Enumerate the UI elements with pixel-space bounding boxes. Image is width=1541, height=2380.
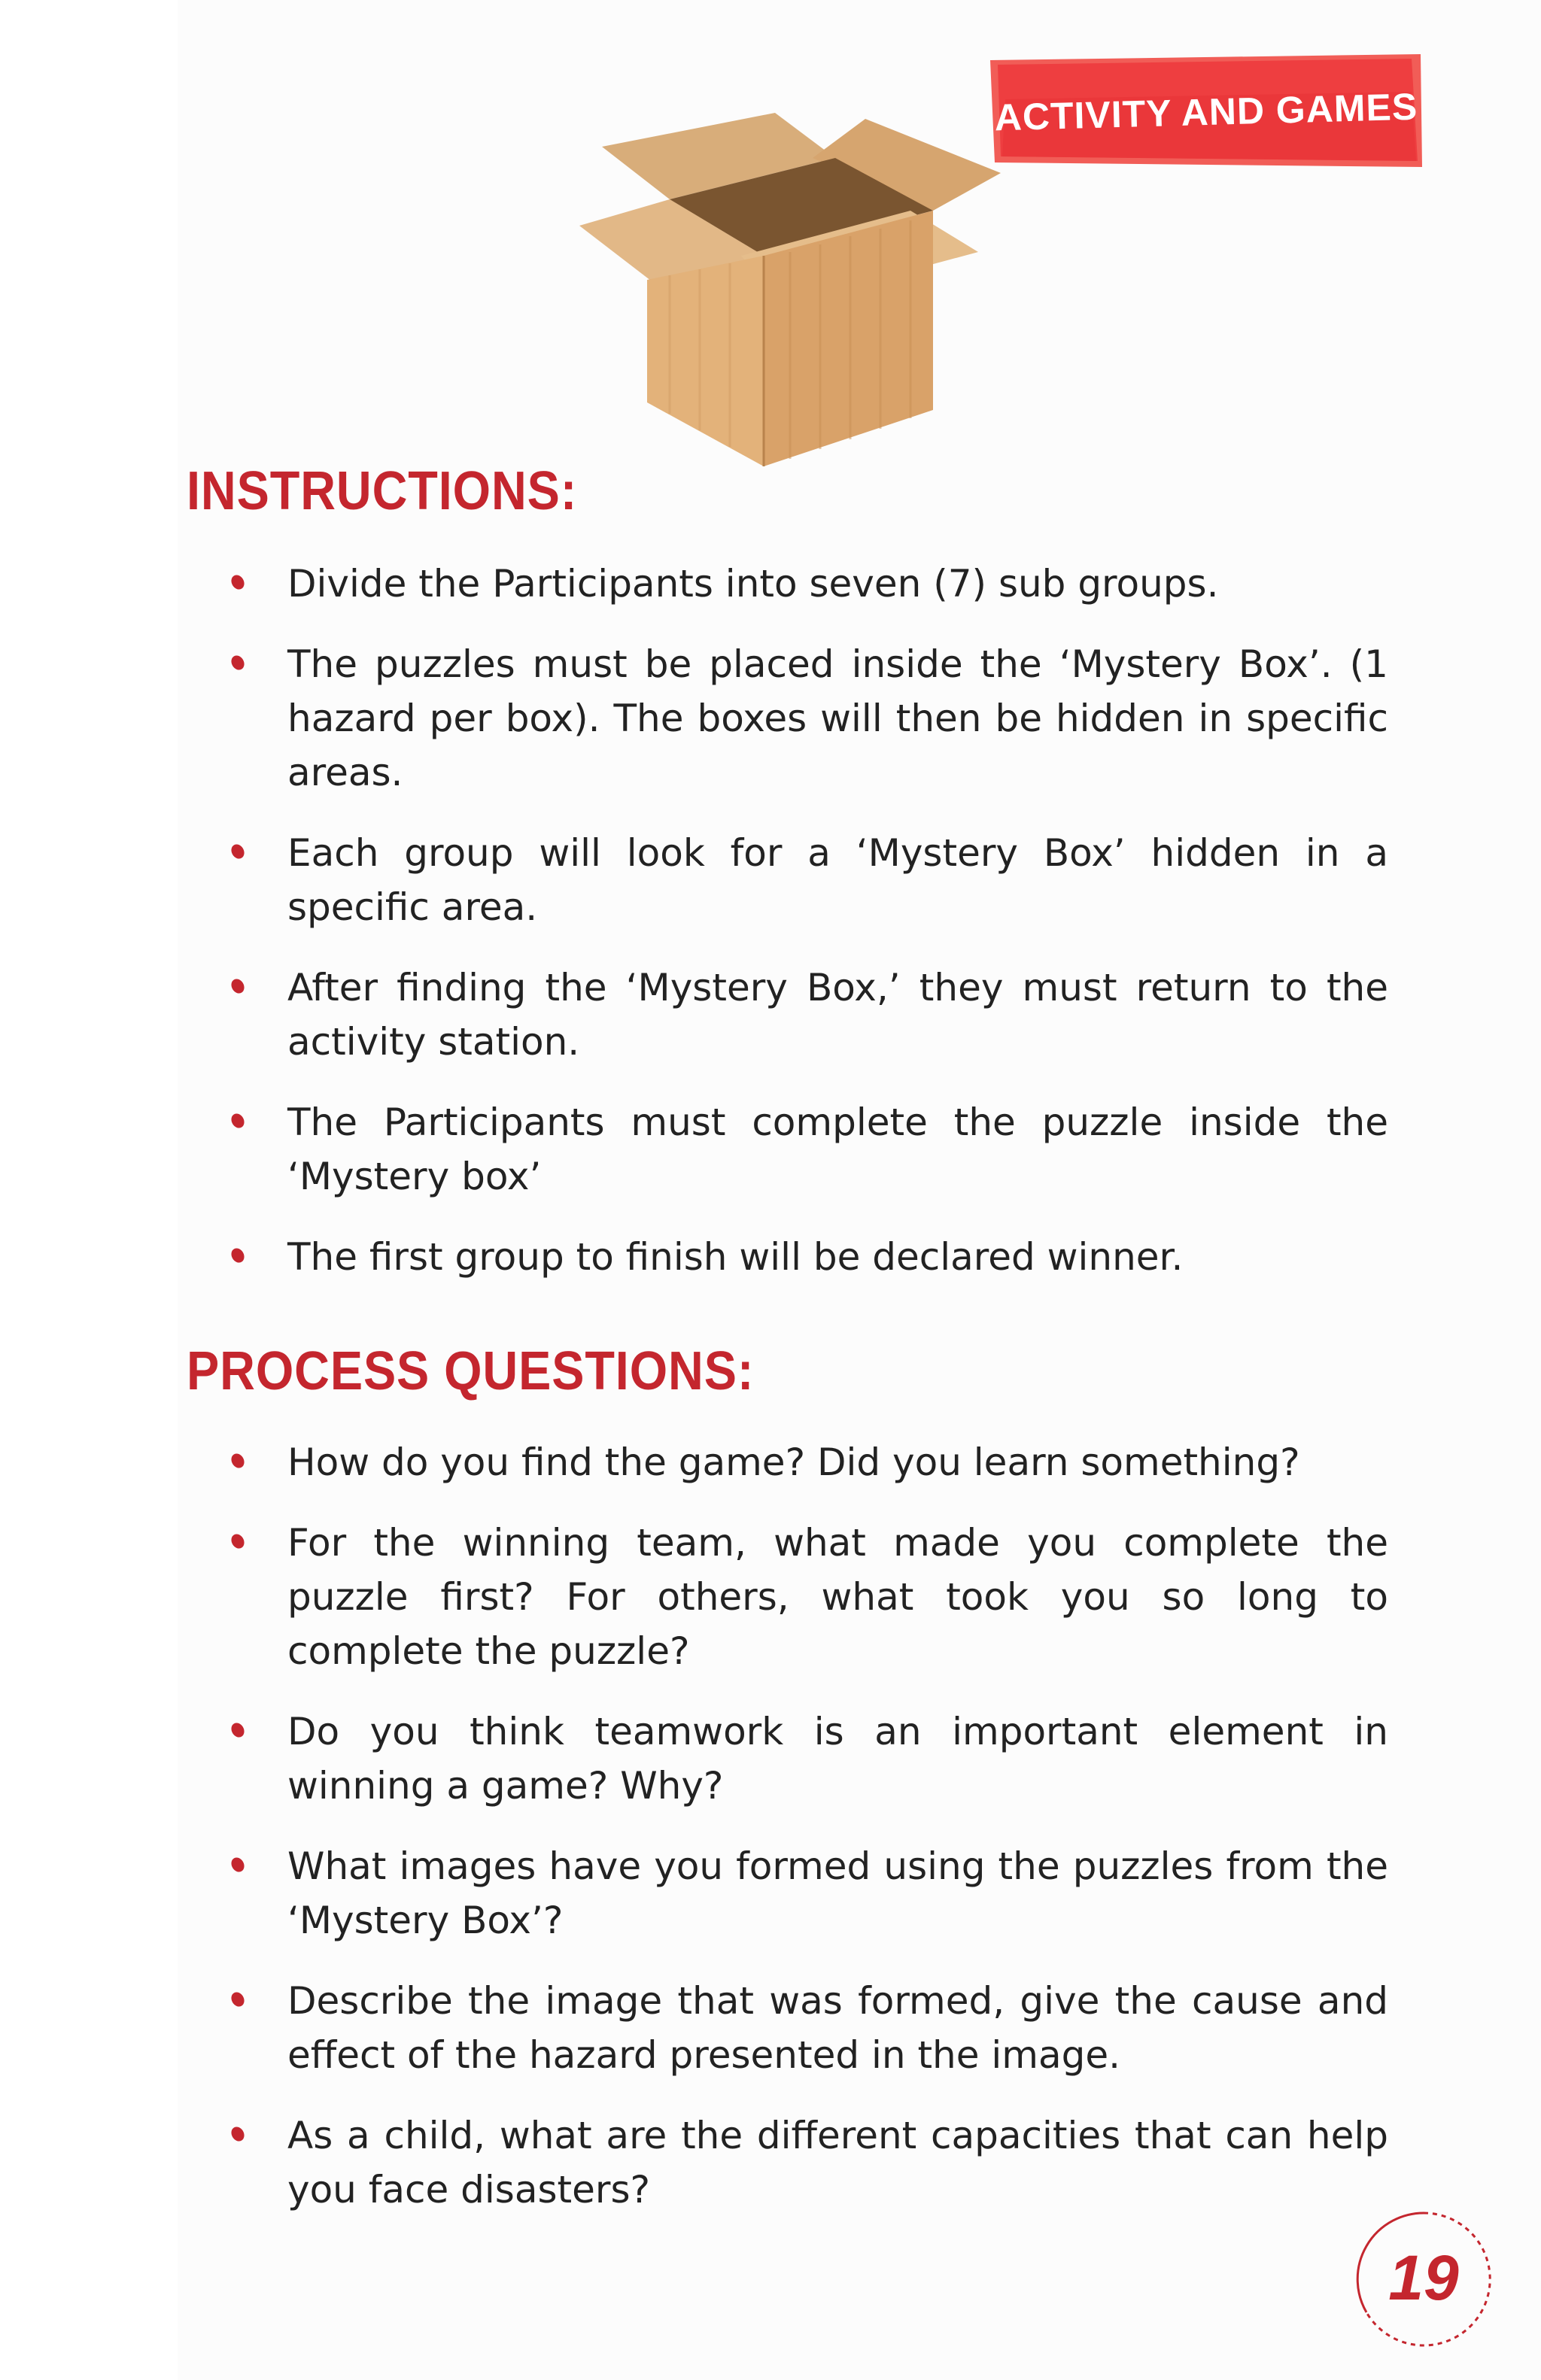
list-item xyxy=(226,1974,1388,2082)
bullet-icon xyxy=(229,1451,247,1470)
bullet-icon xyxy=(229,842,247,861)
list-item-text: Do you think teamwork is an important element in winning a game? Why? xyxy=(287,1710,1388,1808)
bullet-icon xyxy=(229,1855,247,1874)
list-item xyxy=(226,1705,1388,1813)
cardboard-box-icon xyxy=(579,105,1001,474)
instructions-heading: INSTRUCTIONS: xyxy=(187,461,578,521)
list-item-text: After finding the ‘Mystery Box,’ they must return to the activity station. xyxy=(287,966,1388,1064)
list-item-text: How do you find the game? Did you learn something? xyxy=(287,1440,1300,1484)
bullet-icon xyxy=(229,1990,247,2008)
list-item-text: Divide the Participants into seven (7) sub groups. xyxy=(287,562,1219,606)
bullet-icon xyxy=(229,2124,247,2143)
list-item-text: For the winning team, what made you complete the puzzle first? For others, what took you so long to complete the puzzle? xyxy=(287,1521,1388,1673)
process-questions-list xyxy=(226,1435,1388,2243)
bullet-icon xyxy=(229,976,247,995)
bullet-icon xyxy=(229,1111,247,1130)
bullet-icon xyxy=(229,1246,247,1264)
page-number: 19 xyxy=(1388,2242,1459,2313)
list-item xyxy=(226,1839,1388,1947)
list-item-text: What images have you formed using the puzzles from the ‘Mystery Box’? xyxy=(287,1844,1388,1942)
instructions-list xyxy=(226,557,1388,1310)
list-item xyxy=(226,1516,1388,1678)
list-item xyxy=(226,2108,1388,2217)
list-item xyxy=(226,826,1388,934)
list-item-text: The puzzles must be placed inside the ‘Mystery Box’. (1 hazard per box). The boxes will then be hidden in specific areas. xyxy=(287,642,1388,794)
banner-label: ACTIVITY AND GAMES xyxy=(994,85,1418,139)
list-item-text: Describe the image that was formed, give the cause and effect of the hazard presented in the image. xyxy=(287,1979,1388,2077)
list-item xyxy=(226,637,1388,800)
list-item xyxy=(226,961,1388,1069)
list-item-text: As a child, what are the different capacities that can help you face disasters? xyxy=(287,2114,1388,2212)
section-banner xyxy=(990,54,1422,167)
bullet-icon xyxy=(229,1532,247,1550)
list-item xyxy=(226,557,1388,611)
list-item-text: The first group to finish will be declared winner. xyxy=(287,1235,1184,1279)
bullet-icon xyxy=(229,572,247,591)
list-item xyxy=(226,1230,1388,1284)
list-item-text: Each group will look for a ‘Mystery Box’ hidden in a specific area. xyxy=(287,831,1388,929)
list-item xyxy=(226,1095,1388,1204)
list-item xyxy=(226,1435,1388,1489)
list-item-text: The Participants must complete the puzzle inside the ‘Mystery box’ xyxy=(287,1100,1388,1198)
process-questions-heading: PROCESS QUESTIONS: xyxy=(187,1341,755,1401)
bullet-icon xyxy=(229,653,247,672)
page-number-badge xyxy=(1351,2207,1496,2351)
bullet-icon xyxy=(229,1720,247,1739)
